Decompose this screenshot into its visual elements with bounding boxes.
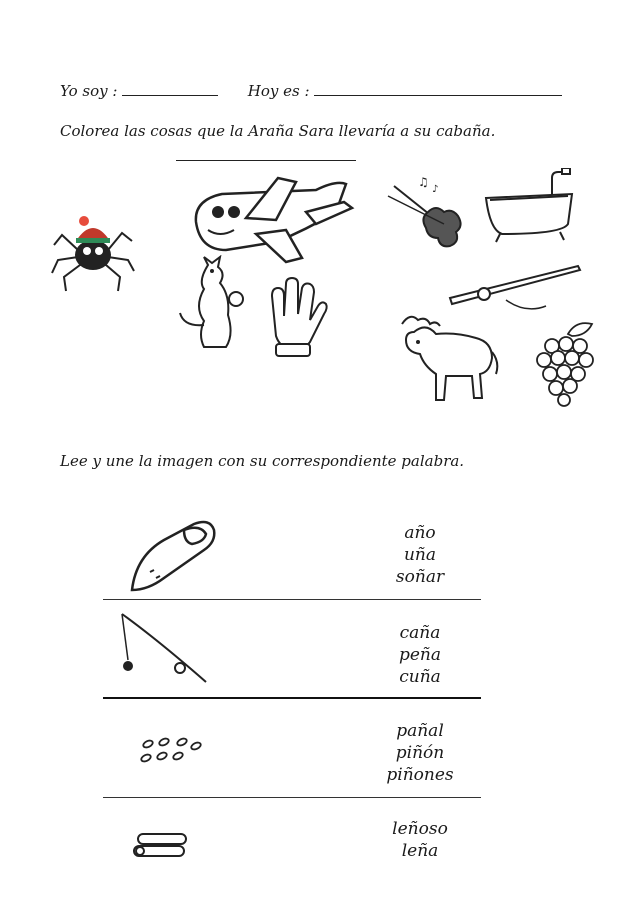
grapes-icon[interactable] xyxy=(532,318,602,408)
date-blank[interactable] xyxy=(314,83,562,96)
bathtub-icon[interactable] xyxy=(482,168,580,244)
kangaroo-icon[interactable] xyxy=(178,255,258,355)
yo-soy-label: Yo soy : xyxy=(60,82,118,100)
word-pinon[interactable]: piñón xyxy=(395,743,445,763)
svg-text:♪: ♪ xyxy=(432,184,439,195)
spider-icon[interactable] xyxy=(48,205,138,295)
word-group-1 xyxy=(372,522,468,588)
word-una[interactable]: uña xyxy=(403,545,437,565)
word-pena[interactable]: peña xyxy=(398,645,442,665)
row-divider xyxy=(103,599,481,600)
row-divider xyxy=(103,697,481,699)
svg-text:♫: ♫ xyxy=(418,175,429,189)
word-panal[interactable]: pañal xyxy=(396,721,444,741)
row-divider xyxy=(103,797,481,798)
word-lena[interactable]: leña xyxy=(401,841,439,861)
word-group-3 xyxy=(372,720,468,786)
instruction-colorea: Colorea las cosas que la Araña Sara llevaría a su cabaña. xyxy=(60,122,496,140)
word-lenoso[interactable]: leñoso xyxy=(392,819,448,839)
word-ano[interactable]: año xyxy=(404,523,436,543)
firewood-icon[interactable] xyxy=(132,828,192,860)
glove-icon[interactable] xyxy=(258,276,330,360)
instruction-lee-une: Lee y une la imagen con su correspondiente palabra. xyxy=(60,452,465,470)
finger-nail-icon[interactable] xyxy=(124,516,220,596)
underline xyxy=(176,160,356,161)
fishing-rod-small-icon[interactable] xyxy=(118,610,212,690)
hoy-es-label: Hoy es : xyxy=(247,82,310,100)
violin-icon[interactable] xyxy=(384,172,472,252)
word-cuna[interactable]: cuña xyxy=(399,667,441,687)
name-date-line xyxy=(60,82,562,100)
name-blank[interactable] xyxy=(122,83,218,96)
word-group-4 xyxy=(372,818,468,862)
word-cana[interactable]: caña xyxy=(399,623,441,643)
word-sonar[interactable]: soñar xyxy=(395,567,445,587)
word-group-2 xyxy=(372,622,468,688)
ox-icon[interactable] xyxy=(396,312,500,406)
pine-nuts-icon[interactable] xyxy=(138,736,202,764)
word-pinones[interactable]: piñones xyxy=(386,765,454,785)
